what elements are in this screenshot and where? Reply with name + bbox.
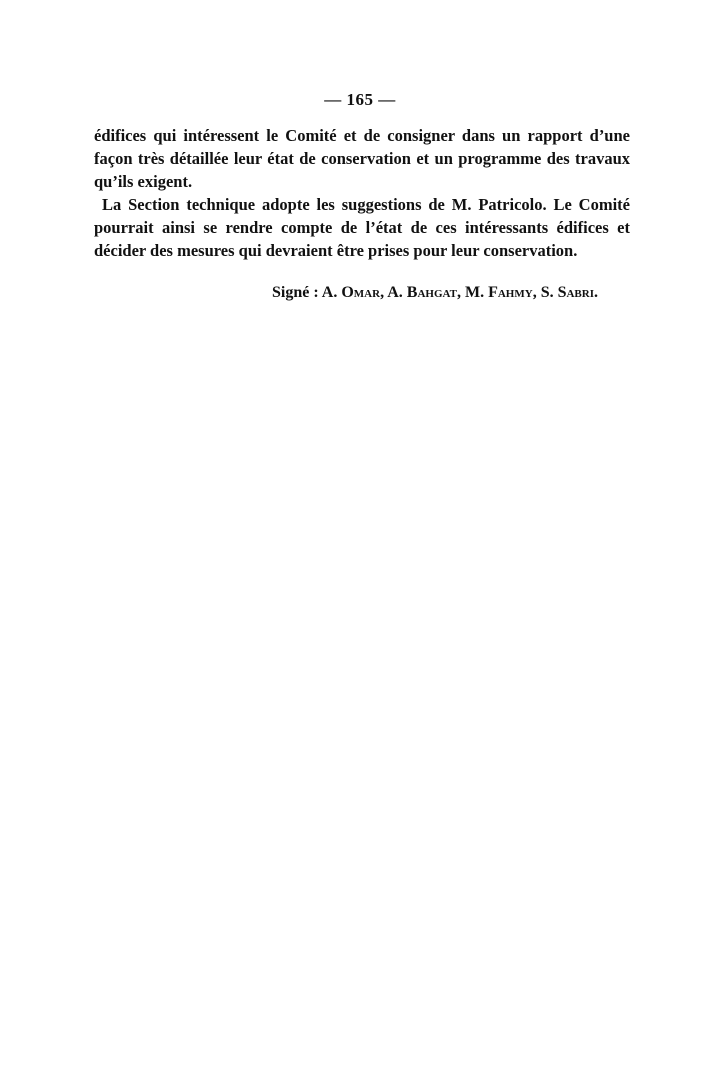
page-number: — 165 — <box>324 90 396 109</box>
signatory <box>387 284 465 301</box>
signature-prefix: Signé : <box>272 284 319 301</box>
signatory <box>541 284 598 301</box>
signatory-separator: . <box>594 284 598 301</box>
signatory-separator: , <box>380 284 385 301</box>
signatory-initial: A. <box>387 284 403 301</box>
paragraph-continued: édifices qui intéressent le Comité et de consigner dans un rapport d’une façon très détaillée leur état de conservation et un programme des travaux qu’ils exigent. <box>94 126 630 191</box>
signatory-surname: Sabri <box>557 284 594 301</box>
body-text <box>94 124 630 262</box>
signatory <box>322 284 387 301</box>
signature-line <box>272 284 598 302</box>
signatory-separator: , <box>456 284 461 301</box>
signatory <box>465 284 541 301</box>
signatory-initial: M. <box>464 284 485 301</box>
signatory-surname: Omar <box>341 284 381 301</box>
paragraph-section-technique: La Section technique adopte les suggestions de M. Patricolo. Le Comité pourrait ainsi se rendre compte de l’état de ces intéressants édifices et décider des mesures qui devraient être prises pour leur conservation. <box>94 195 630 260</box>
signatory-separator: , <box>532 284 537 301</box>
signatory-initial: A. <box>321 284 338 301</box>
signatory-surname: Fahmy <box>488 284 533 301</box>
signatory-surname: Bahgat <box>406 284 457 301</box>
signatory-initial: S. <box>540 284 554 301</box>
